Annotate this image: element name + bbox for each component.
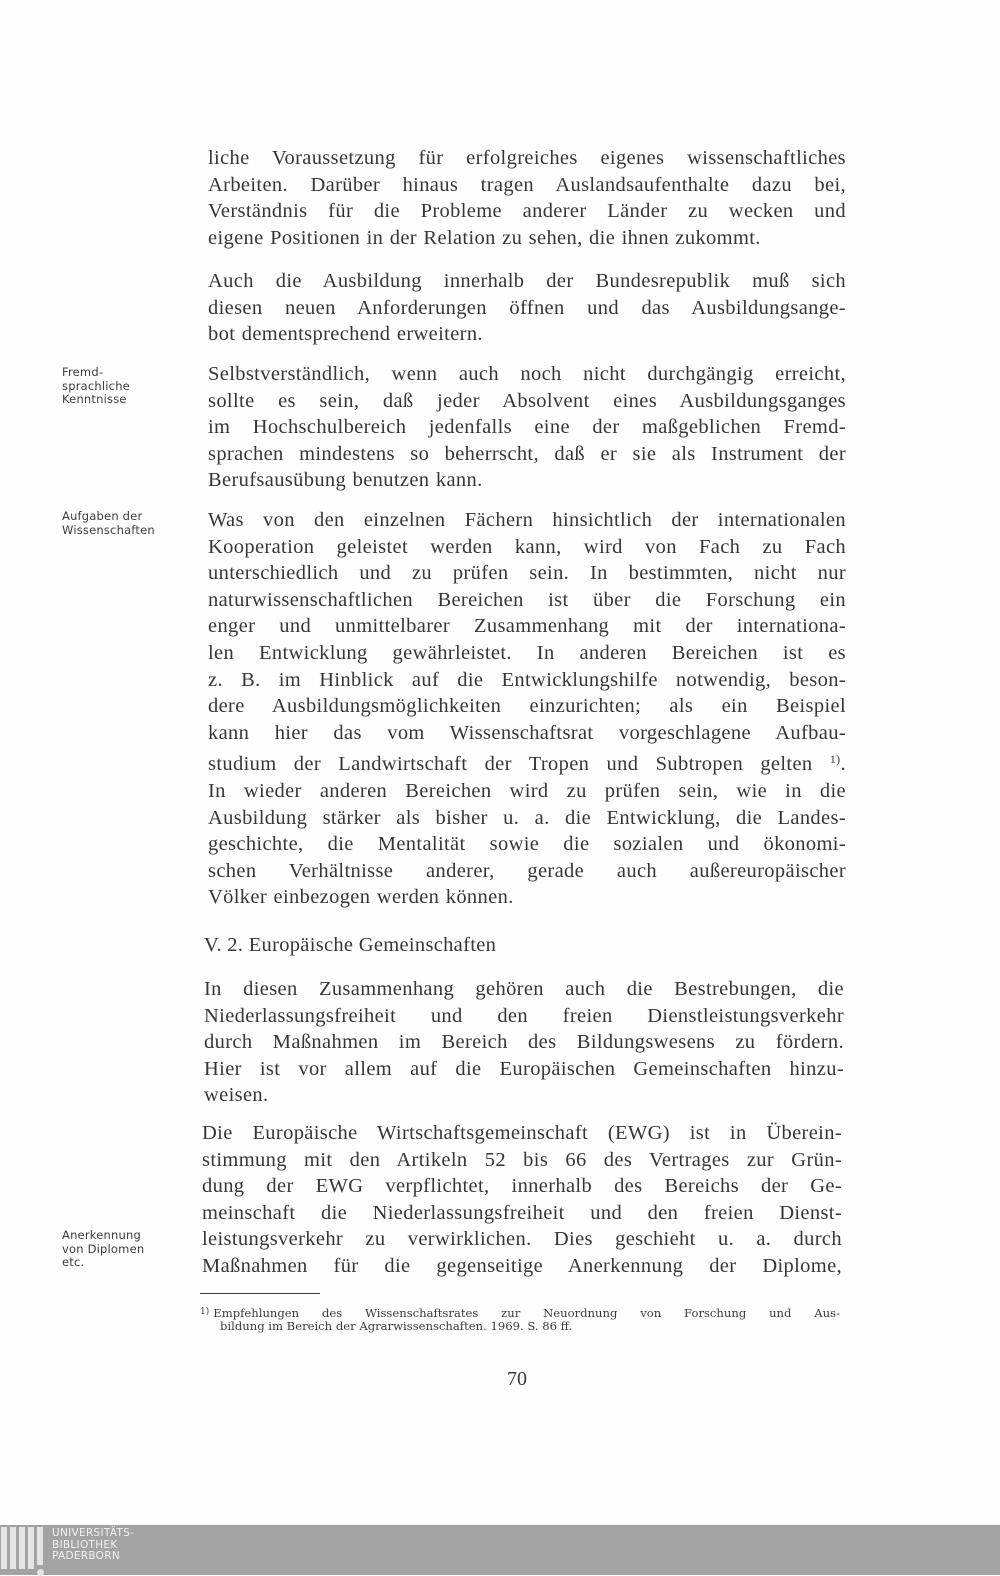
text-line: leistungsverkehr zu verwirklichen. Dies geschieht u. a. durch bbox=[202, 1228, 842, 1251]
text-line-content: studium der Landwirtschaft der Tropen und Subtropen gelten bbox=[208, 753, 813, 776]
text-line: Selbstverständlich, wenn auch noch nicht durchgängig erreicht, bbox=[208, 363, 846, 385]
text-line: enger und unmittelbarer Zusammenhang mit der internationa- bbox=[208, 615, 846, 638]
text-line: len Entwicklung gewährleistet. In anderen Bereichen ist es bbox=[208, 641, 846, 664]
text-line: bot dementsprechend erweitern. bbox=[208, 323, 483, 346]
margin-note-line: sprachliche bbox=[62, 378, 130, 393]
footnote-divider bbox=[200, 1293, 320, 1294]
text-line: weisen. bbox=[204, 1084, 269, 1107]
paragraph-6 bbox=[202, 1120, 842, 1280]
text-line: diesen neuen Anforderungen öffnen und das Ausbildungsange- bbox=[208, 296, 846, 319]
text-line: kann hier das vom Wissenschaftsrat vorgeschlagene Aufbau- bbox=[208, 721, 846, 744]
text-line: liche Voraussetzung für erfolgreiches eigenes wissenschaftliches bbox=[208, 147, 846, 169]
section-heading: V. 2. Europäische Gemeinschaften bbox=[204, 934, 497, 956]
text-line: Kooperation geleistet werden kann, wird von Fach zu Fach bbox=[208, 535, 846, 558]
text-line: Berufsausübung benutzen kann. bbox=[208, 469, 483, 492]
paragraph-4 bbox=[208, 507, 846, 911]
library-footer-bar bbox=[0, 1525, 1000, 1575]
text-line: geschichte, die Mentalität sowie die sozialen und ökonomi- bbox=[208, 833, 846, 856]
text-line: Arbeiten. Darüber hinaus tragen Auslandsaufenthalte dazu bei, bbox=[208, 173, 846, 196]
footnote-reference[interactable]: 1) bbox=[829, 752, 841, 767]
text-line: stimmung mit den Artikeln 52 bis 66 des Vertrages zur Grün- bbox=[202, 1148, 842, 1171]
library-logo bbox=[0, 1525, 134, 1575]
margin-note-line: Aufgaben der bbox=[62, 509, 143, 523]
logo-line: PADERBORN bbox=[52, 1550, 120, 1562]
footnote bbox=[200, 1306, 840, 1333]
margin-note-line: Wissenschaften bbox=[62, 522, 155, 537]
text-line: unterschiedlich und zu prüfen sein. In bestimmten, nicht nur bbox=[208, 562, 846, 585]
text-line: Hier ist vor allem auf die Europäischen Gemeinschaften hinzu- bbox=[204, 1057, 844, 1080]
text-line: naturwissenschaftlichen Bereichen ist über die Forschung ein bbox=[208, 588, 846, 611]
text-line: schen Verhältnisse anderer, gerade auch außereuropäischer bbox=[208, 859, 846, 882]
footnote-marker: 1) bbox=[200, 1307, 210, 1317]
text-line: meinschaft die Niederlassungsfreiheit und den freien Dienst- bbox=[202, 1201, 842, 1224]
library-logo-bars-icon bbox=[0, 1525, 48, 1575]
logo-line: BIBLIOTHEK bbox=[52, 1538, 118, 1551]
text-line: dere Ausbildungsmöglichkeiten einzurichten; als ein Beispiel bbox=[208, 695, 846, 718]
text-line: sollte es sein, daß jeder Absolvent eines Ausbildungsganges bbox=[208, 389, 846, 412]
paragraph-3 bbox=[208, 361, 846, 494]
text-line: Maßnahmen für die gegenseitige Anerkennung der Diplome, bbox=[202, 1254, 842, 1277]
margin-note-line: Fremd- bbox=[62, 365, 104, 379]
margin-note-line: Kenntnisse bbox=[62, 392, 127, 406]
text-line: Völker einbezogen werden können. bbox=[208, 886, 514, 909]
text-line: sprachen mindestens so beherrscht, daß er sie als Instrument der bbox=[208, 442, 846, 465]
margin-note-line: etc. bbox=[62, 1255, 85, 1269]
text-line: In wieder anderen Bereichen wird zu prüfen sein, wie in die bbox=[208, 779, 846, 802]
text-line: Die Europäische Wirtschaftsgemeinschaft (EWG) ist in Überein- bbox=[202, 1122, 842, 1144]
footnote-line bbox=[200, 1306, 840, 1320]
margin-note-aufgaben-der-wissenschaften bbox=[62, 510, 182, 537]
logo-line: UNIVERSITÄTS- bbox=[52, 1527, 135, 1539]
text-line: Ausbildung stärker als bisher u. a. die Entwicklung, die Landes- bbox=[208, 806, 846, 829]
text-line: durch Maßnahmen im Bereich des Bildungswesens zu fördern. bbox=[204, 1031, 844, 1054]
paragraph-2 bbox=[208, 268, 846, 348]
text-line: eigene Positionen in der Relation zu sehen, die ihnen zukommt. bbox=[208, 226, 761, 249]
text-line: dung der EWG verpflichtet, innerhalb des Bereichs der Ge- bbox=[202, 1175, 842, 1198]
text-line: z. B. im Hinblick auf die Entwicklungshilfe notwendig, beson- bbox=[208, 668, 846, 691]
library-logo-text bbox=[52, 1525, 134, 1563]
paragraph-1 bbox=[208, 145, 846, 251]
margin-note-line: Anerkennung bbox=[62, 1228, 141, 1242]
margin-note-anerkennung-von-diplomen bbox=[62, 1229, 182, 1270]
text-line: Auch die Ausbildung innerhalb der Bundesrepublik muß sich bbox=[208, 270, 846, 292]
margin-note-line: von Diplomen bbox=[62, 1241, 145, 1256]
footnote-text: Empfehlungen des Wissenschaftsrates zur Neuordnung von Forschung und Aus- bbox=[213, 1306, 840, 1320]
text-line: Verständnis für die Probleme anderer Länder zu wecken und bbox=[208, 200, 846, 223]
text-line: im Hochschulbereich jedenfalls eine der maßgeblichen Fremd- bbox=[208, 416, 846, 439]
text-line: Was von den einzelnen Fächern hinsichtlich der internationalen bbox=[208, 509, 846, 531]
page-number: 70 bbox=[507, 1368, 527, 1390]
punctuation: . bbox=[840, 753, 846, 776]
margin-note-fremdsprachliche-kenntnisse bbox=[62, 366, 182, 407]
paragraph-5 bbox=[204, 976, 844, 1109]
text-line: In diesen Zusammenhang gehören auch die Bestrebungen, die bbox=[204, 978, 844, 1000]
footnote-line: bildung im Bereich der Agrarwissenschaften. 1969. S. 86 ff. bbox=[220, 1319, 573, 1333]
text-line: Niederlassungsfreiheit und den freien Dienstleistungsverkehr bbox=[204, 1004, 844, 1027]
text-line-with-footnote bbox=[208, 746, 846, 778]
